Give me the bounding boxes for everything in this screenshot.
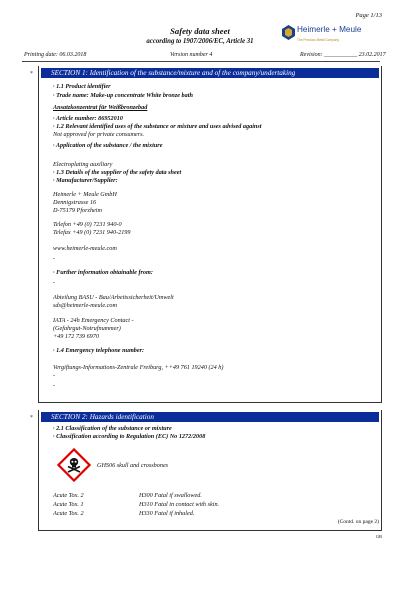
revision-date: Revision: ___________ 23.02.2017 xyxy=(300,52,386,58)
section1-line: sds@heimerle-meule.com xyxy=(53,302,117,309)
section1-line: · 1.3 Details of the supplier of the safety data sheet xyxy=(53,169,182,176)
section1-line: · 1.4 Emergency telephone number: xyxy=(53,347,145,354)
page-number: Page 1/13 xyxy=(355,12,382,19)
section1-line: IATA - 24h Emergency Contact - xyxy=(53,317,134,324)
skull-crossbones-icon xyxy=(57,448,91,482)
version-number: Version number 4 xyxy=(170,52,213,58)
classification-heading: · 2.1 Classification of the substance or mixture xyxy=(53,425,172,432)
section1-line: (Gefahrgut-Notrufnummer) xyxy=(53,325,121,332)
section1-heading: SECTION 1: Identification of the substance/mixture and of the company/undertaking xyxy=(41,68,379,78)
logo-text: Heimerle + Meule xyxy=(297,25,362,34)
section1-line: Dennigstrasse 16 xyxy=(53,199,97,206)
company-logo xyxy=(282,24,372,46)
section1-box xyxy=(38,66,382,403)
section1-line: Abteilung BASU - Bau/Arbeitssicherheit/Umwelt xyxy=(53,294,174,301)
section1-line: - xyxy=(53,279,56,286)
section1-line: · 1.1 Product identifier xyxy=(53,83,111,90)
section1-line: · Further information obtainable from: xyxy=(53,269,153,276)
document-subtitle: according to 1907/2006/EC, Article 31 xyxy=(146,38,254,45)
hazard-statement: H300 Fatal if swallowed. xyxy=(139,492,202,499)
section1-line: Electroplating auxiliary xyxy=(53,161,113,168)
section1-line: · Application of the substance / the mixture xyxy=(53,142,163,149)
section1-line: · Article number: 86952010 xyxy=(53,115,123,122)
continued-note: (Contd. on page 2) xyxy=(337,519,379,525)
section1-line: - xyxy=(53,382,56,389)
section1-line: Telefon +49 (0) 7231 940-0 xyxy=(53,221,122,228)
logo-subtitle: The Precious Metal Company xyxy=(297,38,339,42)
page-end-label: GB xyxy=(375,534,382,539)
section1-line: Vergiftungs-Informations-Zentrale Freiburg, ++49 761 19240 (24 h) xyxy=(53,364,224,371)
hazard-statement: H310 Fatal in contact with skin. xyxy=(139,501,220,508)
section1-line: +49 172 739 6970 xyxy=(53,333,99,340)
section1-line: · Trade name: Make-up concentrate White bronze bath xyxy=(53,92,193,99)
hazard-class: Acute Tox. 2 xyxy=(53,510,84,517)
classification-regulation: · Classification according to Regulation (EC) No 1272/2008 xyxy=(53,433,206,440)
logo-emblem-icon xyxy=(282,25,295,40)
section1-line: D-75179 Pforzheim xyxy=(53,207,102,214)
section1-line: Telefax +49 (0) 7231 940-2199 xyxy=(53,229,131,236)
section1-line: Heimerle + Meule GmbH xyxy=(53,191,117,198)
header-divider xyxy=(22,61,380,62)
ghs-label: GHS06 skull and crossbones xyxy=(97,462,169,469)
hazard-class: Acute Tox. 1 xyxy=(53,501,84,508)
printing-date: Printing date: 06.03.2018 xyxy=(24,52,87,58)
section1-change-marker: * xyxy=(30,71,33,77)
section2-change-marker: * xyxy=(30,415,33,421)
section2-heading: SECTION 2: Hazards identification xyxy=(41,412,379,422)
section2-box xyxy=(38,410,382,531)
section1-line: · Manufacturer/Supplier: xyxy=(53,177,118,184)
section1-line: Not approved for private consumers. xyxy=(53,131,145,138)
section1-line: www.heimerle-meule.com xyxy=(53,245,117,252)
section1-line: - xyxy=(53,255,56,262)
section1-line: · 1.2 Relevant identified uses of the substance or mixture and uses advised against xyxy=(53,123,262,130)
document-title: Safety data sheet xyxy=(170,26,230,36)
hazard-statement: H330 Fatal if inhaled. xyxy=(139,510,195,517)
hazard-class: Acute Tox. 2 xyxy=(53,492,84,499)
section1-line: Ansatzkonzentrat für Weißbronzebad xyxy=(53,104,148,111)
section1-line: - xyxy=(53,372,56,379)
